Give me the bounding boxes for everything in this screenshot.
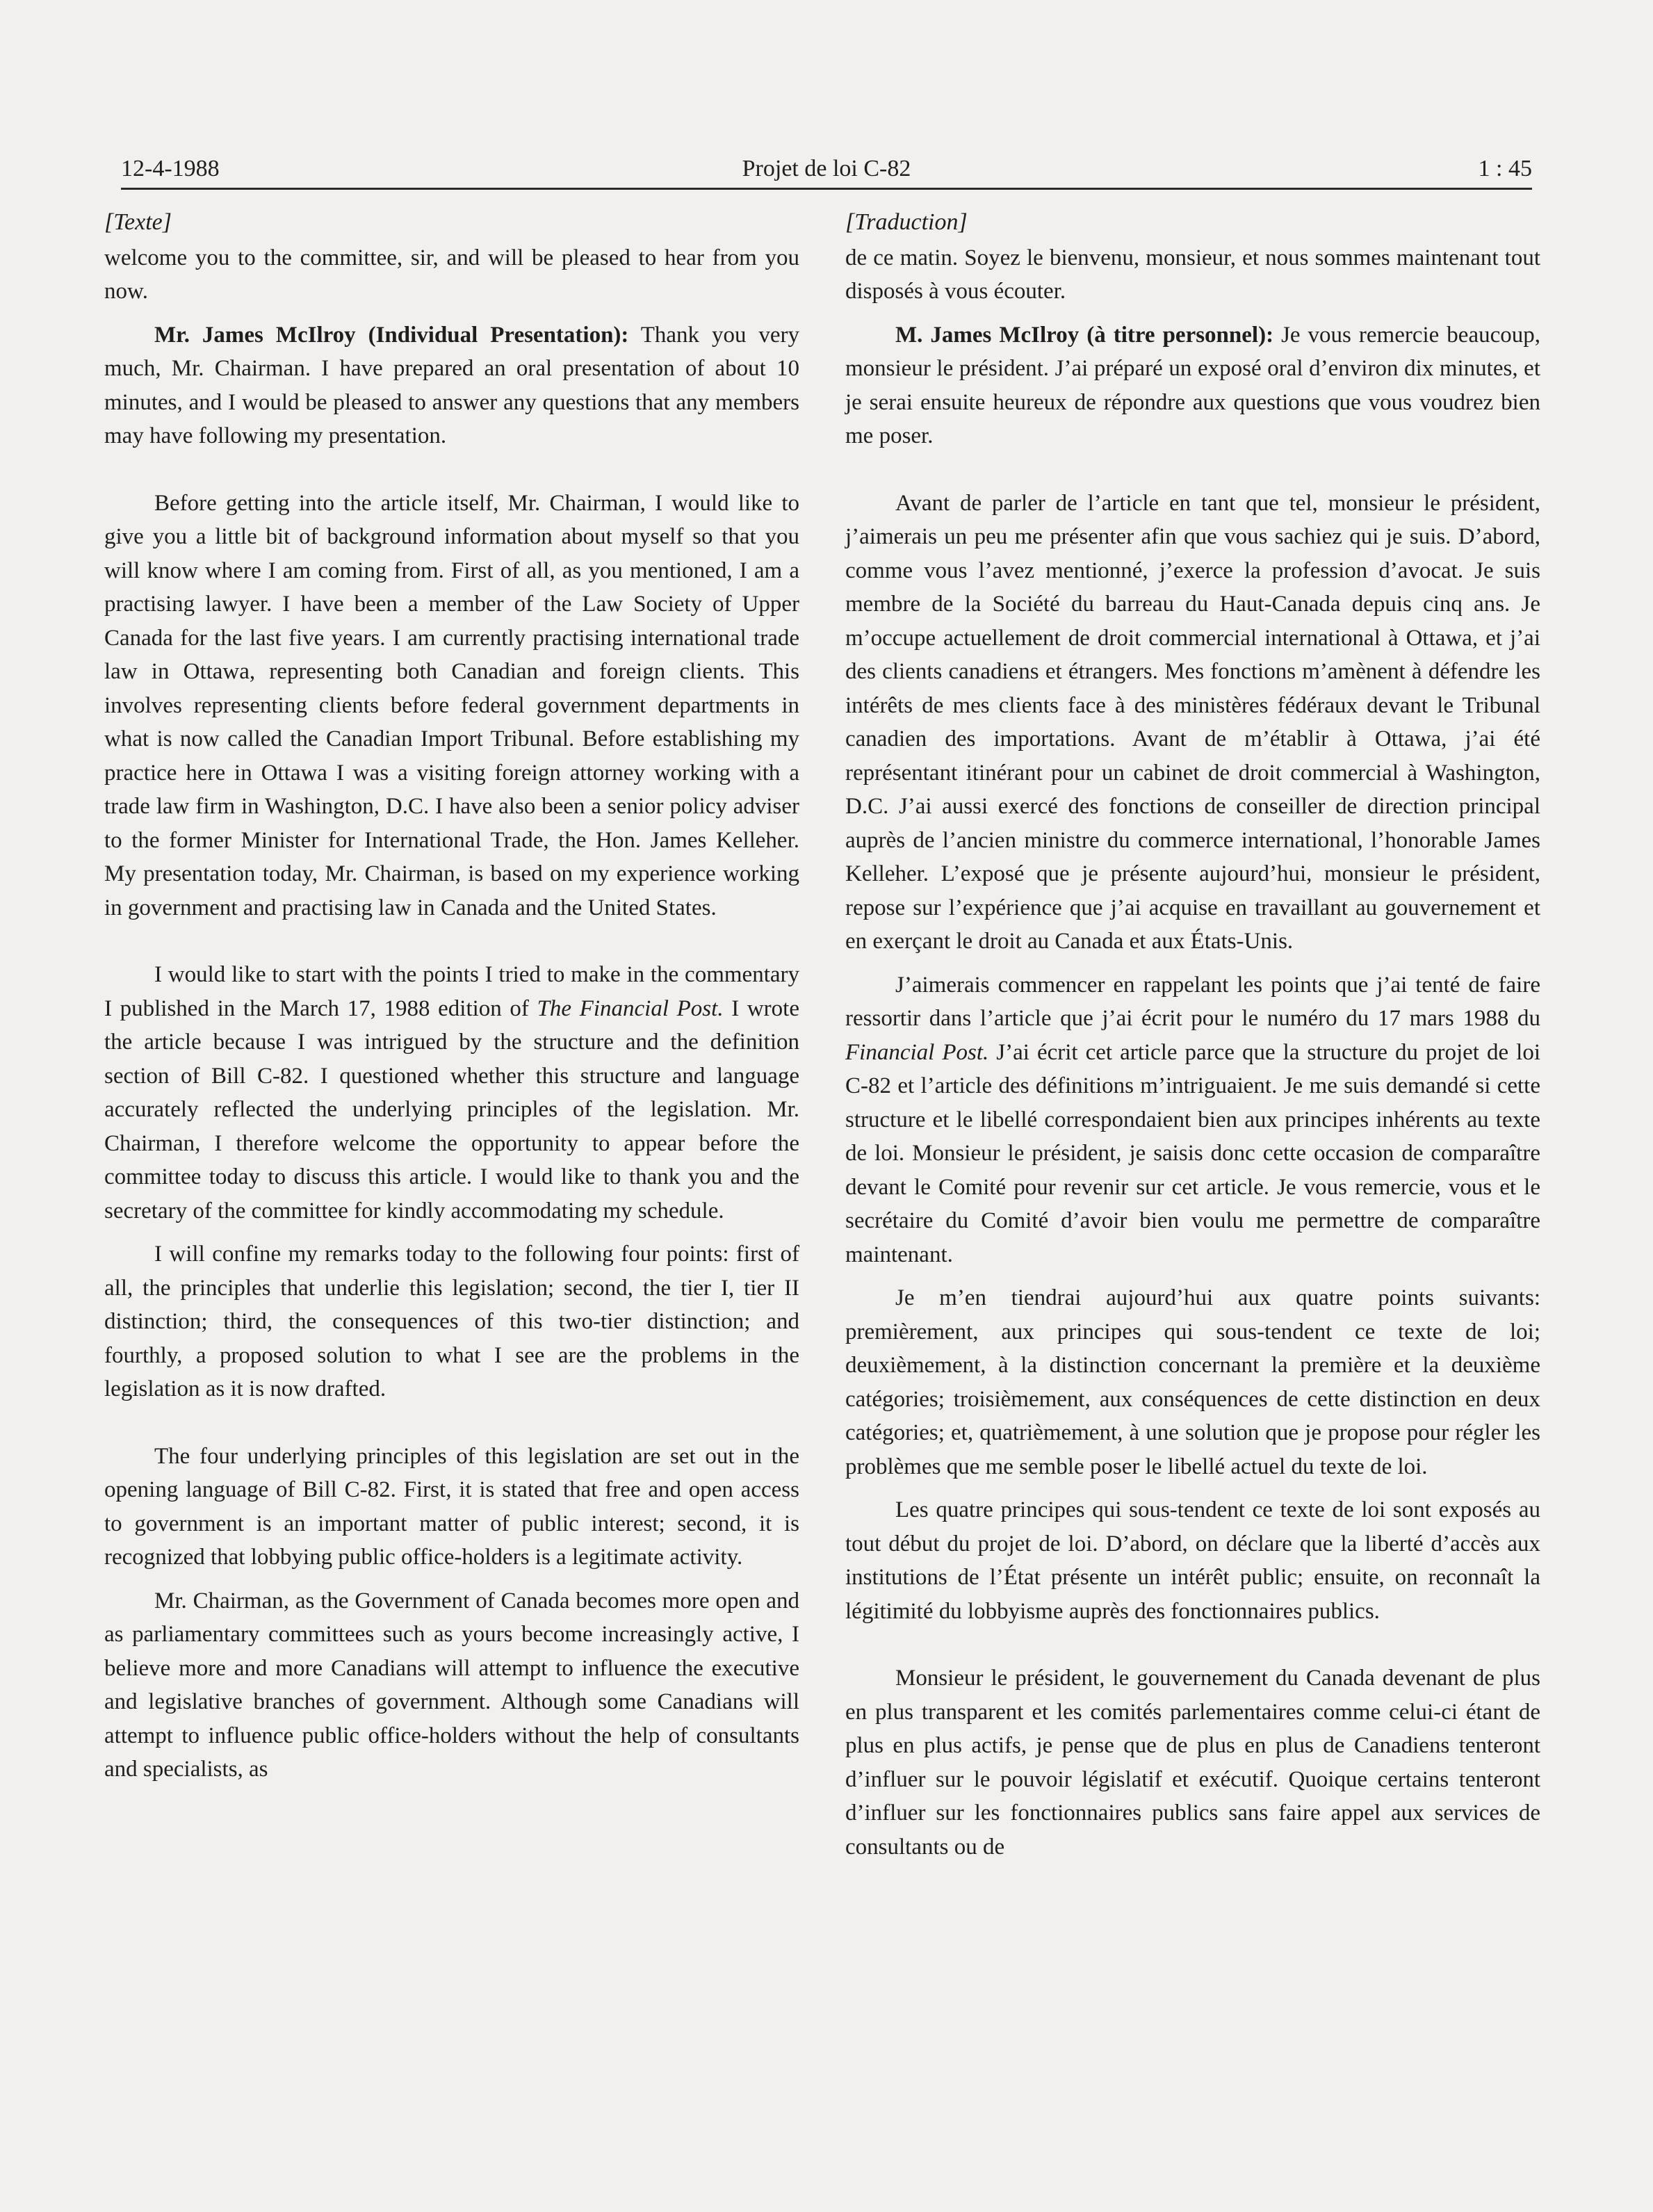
publication-title: The Financial Post. [537, 995, 724, 1021]
page-header [121, 152, 1532, 190]
paragraph: Avant de parler de l’article en tant que tel, monsieur le président, j’aimerais un peu me présenter afin que vous sachiez qui je suis. D’abord, comme vous l’avez mentionné, j’exerce la profession d’avocat. Je suis membre de la Société du barreau du Haut-Canada depuis cinq ans. Je m’occupe actuellement de droit commercial international à Ottawa, et j’ai des clients canadiens et étrangers. Mes fonctions m’amènent à défendre les intérêts de mes clients face à des ministères fédéraux devant le Tribunal canadien des importations. Avant de m’établir à Ottawa, j’ai été représentant itinérant pour un cabinet de droit commercial à Washington, D.C. J’ai aussi exercé des fonctions de conseiller de direction principal auprès de l’ancien ministre du commerce international, l’honorable James Kelleher. L’exposé que je présente aujourd’hui, monsieur le président, repose sur l’expérience que j’ai acquise en travaillant au gouvernement et en exerçant le droit au Canada et aux États-Unis. [845, 490, 1540, 954]
paragraph: Mr. James McIlroy (Individual Presentation): Thank you very much, Mr. Chairman. I have prepared an oral presentation of about 10 minutes, and I would be pleased to answer any questions that any members may have following my presentation. [104, 322, 799, 448]
paragraph: The four underlying principles of this legislation are set out in the opening language of Bill C-82. First, it is stated that free and open access to government is an important matter of public interest; second, it is recognized that lobbying public office-holders is a legitimate activity. [104, 1443, 799, 1570]
paragraph: M. James McIlroy (à titre personnel): Je vous remercie beaucoup, monsieur le président. J’ai préparé un exposé oral d’environ dix minutes, et je serai ensuite heureux de répondre aux questions que vous voudrez bien me poser. [845, 322, 1540, 448]
paragraph: Les quatre principes qui sous-tendent ce texte de loi sont exposés au tout début du projet de loi. D’abord, on déclare que la liberté d’accès aux institutions de l’État présente un intérêt public; ensuite, on reconnaît la légitimité du lobbyisme auprès des fonctionnaires publics. [845, 1497, 1540, 1624]
english-column [104, 206, 799, 1796]
french-column [845, 206, 1540, 1873]
speaker-name: M. James McIlroy (à titre personnel): [895, 322, 1274, 348]
header-page-number: 1 : 45 [1478, 156, 1532, 181]
paragraph: Before getting into the article itself, Mr. Chairman, I would like to give you a little bit of background information about myself so that you will know where I am coming from. First of all, as you mentioned, I am a practising lawyer. I have been a member of the Law Society of Upper Canada for the last five years. I am currently practising international trade law in Ottawa, representing both Canadian and foreign clients. This involves representing clients before federal government departments in what is now called the Canadian Import Tribunal. Before establishing my practice here in Ottawa I was a visiting foreign attorney working with a trade law firm in Washington, D.C. I have also been a senior policy adviser to the former Minister for International Trade, the Hon. James Kelleher. My presentation today, Mr. Chairman, is based on my experience working in government and practising law in Canada and the United States. [104, 490, 799, 920]
paragraph: welcome you to the committee, sir, and will be pleased to hear from you now. [104, 245, 799, 304]
paragraph: I will confine my remarks today to the following four points: first of all, the principles that underlie this legislation; second, the tier I, tier II distinction; third, the consequences of this two-tier distinction; and fourthly, a proposed solution to what I see are the problems in the legislation as it is now drafted. [104, 1242, 799, 1401]
paragraph: I would like to start with the points I tried to make in the commentary I published in the March 17, 1988 edition of The Financial Post. I wrote the article because I was intrigued by the structure and the definition section of Bill C-82. I questioned whether this structure and language accurately reflected the underlying principles of the legislation. Mr. Chairman, I therefore welcome the opportunity to appear before the committee today to discuss this article. I would like to thank you and the secretary of the committee for kindly accommodating my schedule. [104, 962, 799, 1223]
paragraph: de ce matin. Soyez le bienvenu, monsieur, et nous sommes maintenant tout disposés à vous écouter. [845, 245, 1540, 304]
column-label-traduction: [Traduction] [845, 209, 968, 235]
header-title: Projet de loi C-82 [742, 156, 911, 181]
paragraph: Je m’en tiendrai aujourd’hui aux quatre points suivants: premièrement, aux principes qui sous-tendent ce texte de loi; deuxièmement, à la distinction concernant la première et la deuxième catégories; troisièmement, aux conséquences de cette distinction en deux catégories; et, quatrièmement, à une solution que je propose pour régler les problèmes que me semble poser le libellé actuel du texte de loi. [845, 1285, 1540, 1479]
paragraph: J’aimerais commencer en rappelant les points que j’ai tenté de faire ressortir dans l’article que j’ai écrit pour le numéro du 17 mars 1988 du Financial Post. J’ai écrit cet article parce que la structure du projet de loi C-82 et l’article des définitions m’intriguaient. Je me suis demandé si cette structure et le libellé correspondaient bien aux principes inhérents au texte de loi. Monsieur le président, je saisis donc cette occasion de comparaître devant le Comité pour revenir sur cet article. Je vous remercie, vous et le secrétaire du Comité d’avoir bien voulu me permettre de comparaître maintenant. [845, 972, 1541, 1267]
paragraph: Mr. Chairman, as the Government of Canada becomes more open and as parliamentary committees such as yours become increasingly active, I believe more and more Canadians will attempt to influence the executive and legislative branches of government. Although some Canadians will attempt to influence public office-holders without the help of consultants and specialists, as [104, 1588, 799, 1782]
speaker-name: Mr. James McIlroy (Individual Presentation): [154, 322, 629, 348]
header-date: 12-4-1988 [121, 156, 220, 181]
column-label-texte: [Texte] [104, 209, 172, 235]
paragraph: Monsieur le président, le gouvernement du Canada devenant de plus en plus transparent et les comités parlementaires comme celui-ci étant de plus en plus actifs, je pense que de plus en plus de Canadiens tenteront d’influer sur le pouvoir législatif et exécutif. Quoique certains tenteront d’influer sur les fonctionnaires publics sans faire appel aux services de consultants ou de [845, 1666, 1540, 1860]
publication-title: Financial Post. [845, 1039, 989, 1065]
